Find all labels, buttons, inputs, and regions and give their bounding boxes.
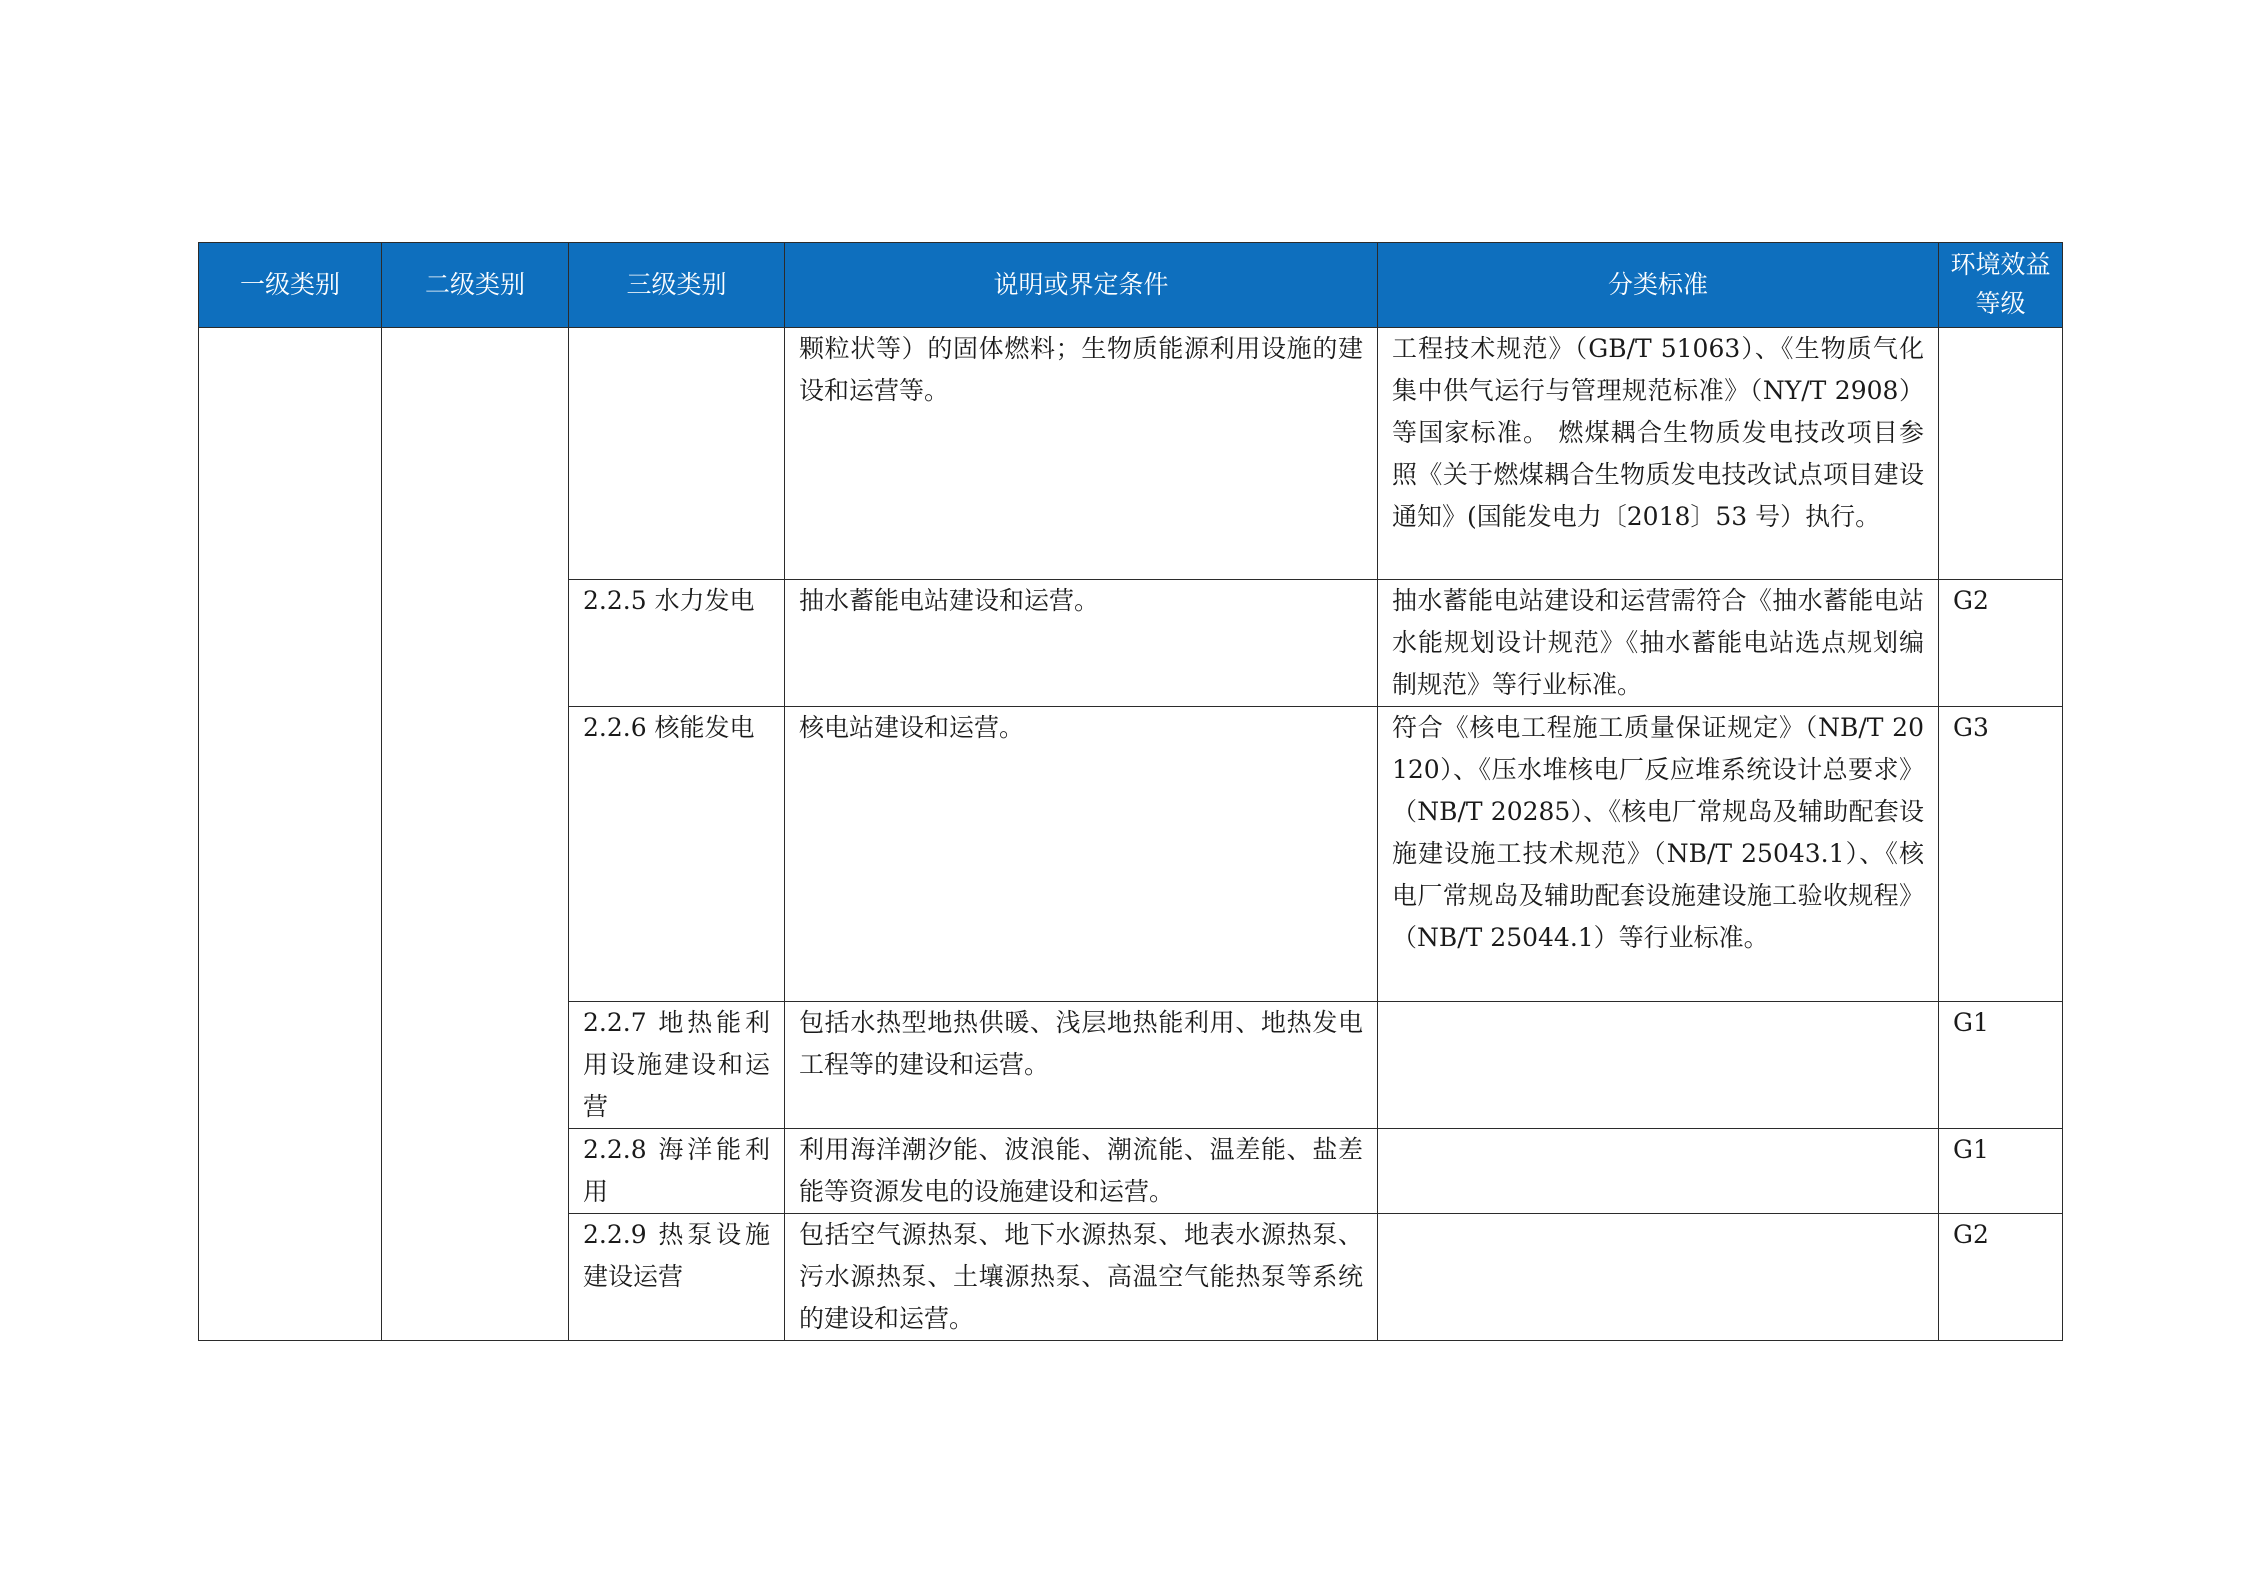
level3-cell: 2.2.6 核能发电 bbox=[569, 707, 785, 1002]
level1-cell bbox=[199, 328, 382, 1341]
header-level1: 一级类别 bbox=[199, 243, 382, 328]
description-cell: 包括水热型地热供暖、浅层地热能利用、地热发电工程等的建设和运营。 bbox=[785, 1002, 1378, 1129]
description-cell: 包括空气源热泵、地下水源热泵、地表水源热泵、污水源热泵、土壤源热泵、高温空气能热泵等系统的建设和运营。 bbox=[785, 1214, 1378, 1341]
header-description: 说明或界定条件 bbox=[785, 243, 1378, 328]
benefit-level-cell: G2 bbox=[1939, 580, 2063, 707]
header-standard: 分类标准 bbox=[1378, 243, 1939, 328]
header-level2: 二级类别 bbox=[382, 243, 569, 328]
level2-cell bbox=[382, 328, 569, 1341]
standard-cell: 抽水蓄能电站建设和运营需符合《抽水蓄能电站水能规划设计规范》《抽水蓄能电站选点规划编制规范》等行业标准。 bbox=[1378, 580, 1939, 707]
benefit-level-cell: G1 bbox=[1939, 1129, 2063, 1214]
benefit-level-cell: G3 bbox=[1939, 707, 2063, 1002]
benefit-level-cell bbox=[1939, 328, 2063, 580]
benefit-level-cell: G1 bbox=[1939, 1002, 2063, 1129]
description-cell: 利用海洋潮汐能、波浪能、潮流能、温差能、盐差能等资源发电的设施建设和运营。 bbox=[785, 1129, 1378, 1214]
classification-table bbox=[198, 242, 2063, 1341]
table-header-row bbox=[199, 243, 2063, 328]
standard-cell bbox=[1378, 1129, 1939, 1214]
level3-cell bbox=[569, 328, 785, 580]
benefit-level-cell: G2 bbox=[1939, 1214, 2063, 1341]
standard-cell: 符合《核电工程施工质量保证规定》（NB/T 20120）、《压水堆核电厂反应堆系统设计总要求》（NB/T 20285）、《核电厂常规岛及辅助配套设施建设施工技术规范》（NB/T 25043.1）、《核电厂常规岛及辅助配套设施建设施工验收规程》（NB/T 25044.1）等行业标准。 bbox=[1378, 707, 1939, 1002]
level3-cell: 2.2.8 海洋能利用 bbox=[569, 1129, 785, 1214]
header-benefit-level: 环境效益等级 bbox=[1939, 243, 2063, 328]
standard-cell bbox=[1378, 1214, 1939, 1341]
standard-cell: 工程技术规范》（GB/T 51063）、《生物质气化集中供气运行与管理规范标准》（NY/T 2908）等国家标准。 燃煤耦合生物质发电技改项目参照《关于燃煤耦合生物质发电技改试点项目建设通知》(国能发电力〔2018〕53 号）执行。 bbox=[1378, 328, 1939, 580]
description-cell: 抽水蓄能电站建设和运营。 bbox=[785, 580, 1378, 707]
level3-cell: 2.2.7 地热能利用设施建设和运营 bbox=[569, 1002, 785, 1129]
standard-cell bbox=[1378, 1002, 1939, 1129]
description-cell: 核电站建设和运营。 bbox=[785, 707, 1378, 1002]
level3-cell: 2.2.5 水力发电 bbox=[569, 580, 785, 707]
description-cell: 颗粒状等）的固体燃料；生物质能源利用设施的建设和运营等。 bbox=[785, 328, 1378, 580]
header-level3: 三级类别 bbox=[569, 243, 785, 328]
level3-cell: 2.2.9 热泵设施建设运营 bbox=[569, 1214, 785, 1341]
table-row bbox=[199, 328, 2063, 580]
